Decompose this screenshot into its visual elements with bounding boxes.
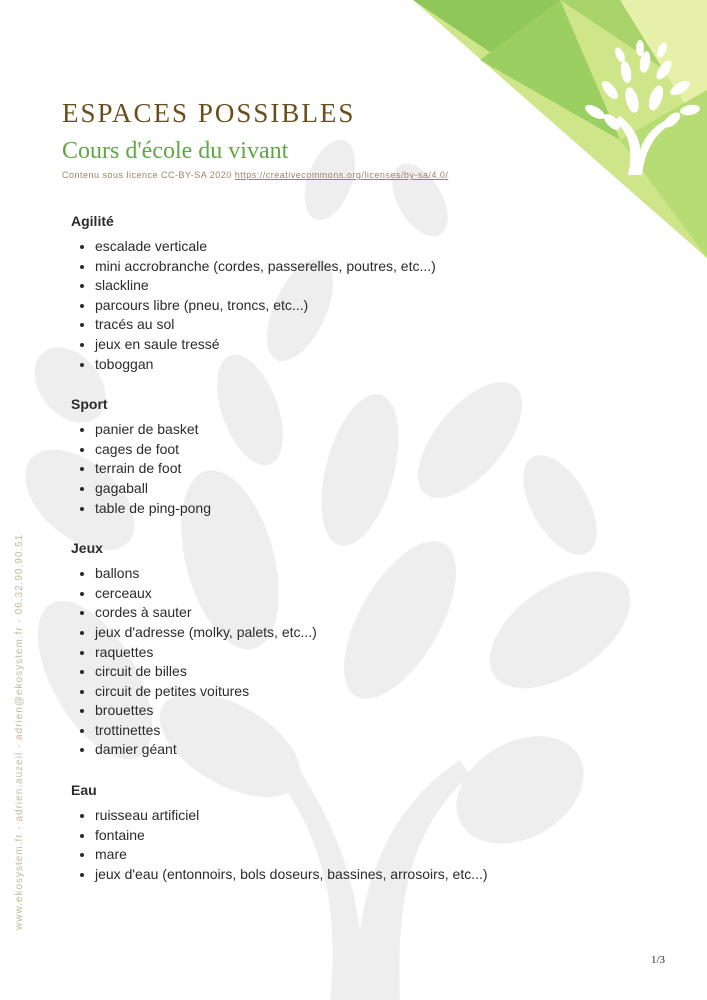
list-item: • mini accrobranche (cordes, passerelles, poutres, etc...): [95, 257, 631, 277]
section-jeux: [71, 538, 631, 760]
page-subtitle: Cours d'école du vivant: [62, 138, 289, 164]
list-item: • damier géant: [95, 740, 631, 760]
list-item: • cages de foot: [95, 440, 631, 460]
list-item: • circuit de billes: [95, 662, 631, 682]
section-title: Agilité: [71, 213, 114, 229]
list-item: • slackline: [95, 276, 631, 296]
item-list: [71, 420, 631, 518]
list-item: • mare: [95, 845, 631, 865]
license-text: Contenu sous licence CC-BY-SA 2020: [62, 170, 232, 180]
list-item: • cerceaux: [95, 584, 631, 604]
list-item: • toboggan: [95, 355, 631, 375]
section-title: Jeux: [71, 540, 103, 557]
license-line: [62, 170, 448, 180]
section-eau: [71, 780, 631, 884]
sections-list: [71, 211, 631, 904]
list-item: • circuit de petites voitures: [95, 682, 631, 702]
item-list: [71, 237, 631, 374]
section-title: Eau: [71, 782, 97, 799]
list-item: • table de ping-pong: [95, 499, 631, 519]
sidebar-contact-text: www.ekosystem.fr - adrien.auzeil - adrien@ekosystem.fr - 06.32.90.90.51: [14, 533, 25, 930]
list-item: • ruisseau artificiel: [95, 806, 631, 826]
list-item: • tracés au sol: [95, 315, 631, 335]
list-item: • escalade verticale: [95, 237, 631, 257]
list-item: • brouettes: [95, 701, 631, 721]
list-item: • jeux d'eau (entonnoirs, bols doseurs, bassines, arrosoirs, etc...): [95, 865, 631, 885]
list-item: • jeux d'adresse (molky, palets, etc...): [95, 623, 631, 643]
section-agilite: [71, 211, 631, 374]
item-list: [71, 564, 631, 760]
page-number: 1/3: [651, 954, 666, 966]
section-title: Sport: [71, 396, 108, 413]
license-link[interactable]: https://creativecommons.org/licenses/by-sa/4.0/: [234, 170, 449, 180]
list-item: • ballons: [95, 564, 631, 584]
page-title: ESPACES POSSIBLES: [62, 98, 356, 128]
list-item: • terrain de foot: [95, 459, 631, 479]
list-item: • trottinettes: [95, 721, 631, 741]
list-item: • gagaball: [95, 479, 631, 499]
list-item: • parcours libre (pneu, troncs, etc...): [95, 296, 631, 316]
list-item: • panier de basket: [95, 420, 631, 440]
list-item: • cordes à sauter: [95, 603, 631, 623]
item-list: [71, 806, 631, 884]
list-item: • fontaine: [95, 826, 631, 846]
list-item: • jeux en saule tressé: [95, 335, 631, 355]
list-item: • raquettes: [95, 643, 631, 663]
section-sport: [71, 394, 631, 518]
